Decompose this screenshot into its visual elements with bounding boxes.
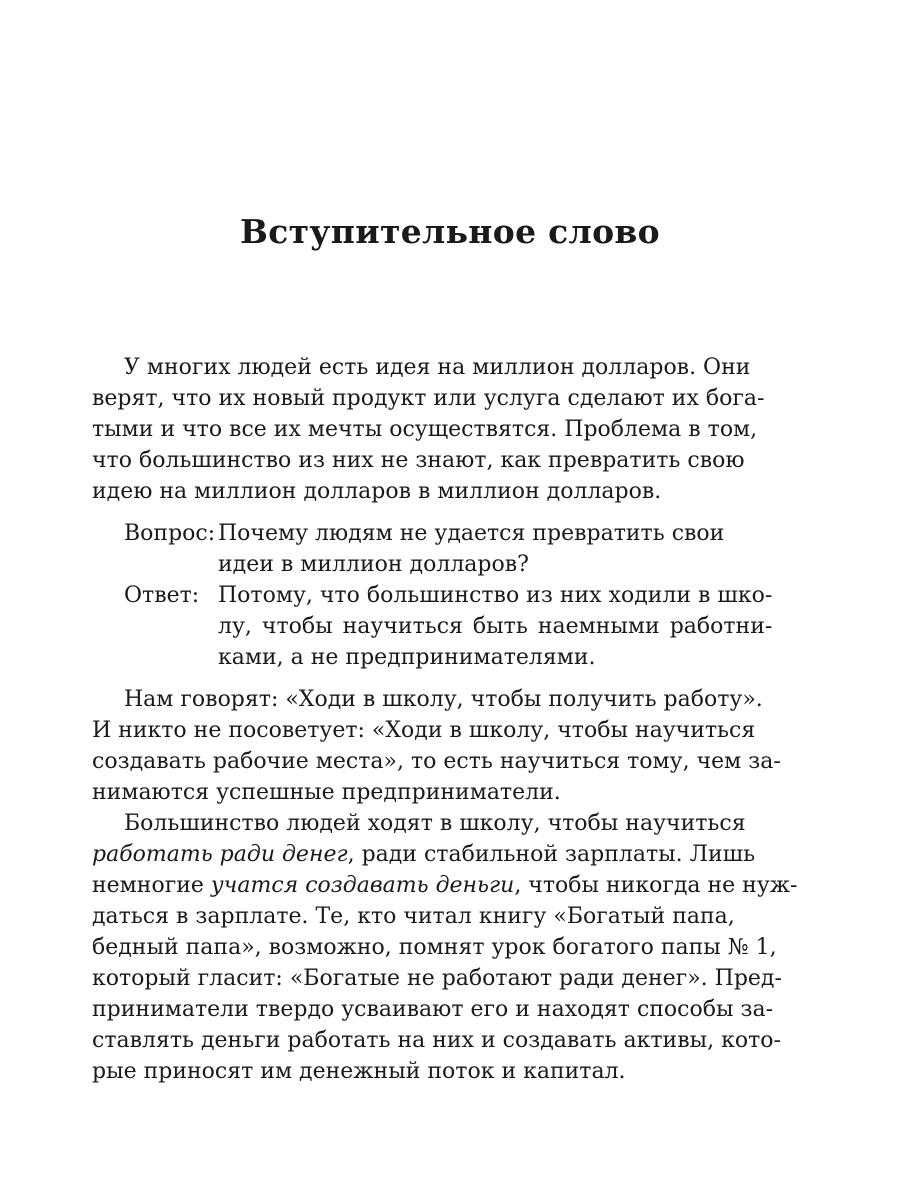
text-line: который гласит: «Богатые не работают ради денег». Пред- (92, 966, 782, 991)
text-line: ставлять деньги работать на них и создавать активы, кото- (92, 1028, 781, 1053)
answer-label: Ответ: (124, 583, 200, 608)
text-line: бедный папа», возможно, помнят урок богатого папы № 1, (92, 935, 777, 960)
question-text (218, 518, 724, 580)
text-line: И никто не посоветует: «Ходи в школу, чтобы научиться (92, 718, 756, 743)
text-line: У многих людей есть идея на миллион долларов. Они (124, 355, 751, 380)
italic-phrase: учатся создавать деньги (210, 873, 515, 898)
text-line: лу, чтобы научиться быть наемными работни- (218, 614, 773, 639)
text-fragment: , чтобы никогда не нуж- (514, 873, 798, 898)
text-line: Нам говорят: «Ходи в школу, чтобы получить работу». (124, 687, 763, 712)
text-fragment: немногие (92, 873, 211, 898)
text-line: создавать рабочие места», то есть научиться тому, чем за- (92, 749, 781, 774)
text-line: идеи в миллион долларов? (218, 552, 529, 577)
text-line: верят, что их новый продукт или услуга сделают их бога- (92, 386, 765, 411)
italic-phrase: работать ради денег (92, 842, 348, 867)
text-fragment: , ради стабильной зарплаты. Лишь (347, 842, 756, 867)
text-line: Большинство людей ходят в школу, чтобы научиться (124, 811, 746, 836)
text-line: рые приносят им денежный поток и капитал. (92, 1059, 626, 1084)
answer-text (218, 580, 772, 673)
text-line: нимаются успешные предприниматели. (92, 780, 561, 805)
question-answer-block (92, 518, 773, 673)
text-line: Потому, что большинство из них ходили в шко- (218, 583, 773, 608)
question-label: Вопрос: (124, 521, 216, 546)
chapter-title: Вступительное слово (240, 212, 660, 251)
text-line: тыми и что все их мечты осуществятся. Проблема в том, (92, 417, 758, 442)
text-line: идею на миллион долларов в миллион долларов. (92, 479, 662, 504)
text-line: приниматели твердо усваивают его и находят способы за- (92, 997, 774, 1022)
text-line (92, 839, 756, 870)
text-line: даться в зарплате. Те, кто читал книгу «Богатый папа, (92, 904, 735, 929)
question-row (92, 518, 725, 580)
intro-paragraph (92, 352, 765, 507)
text-line (92, 870, 798, 901)
text-line: что большинство из них не знают, как превратить свою (92, 448, 745, 473)
body-paragraphs (92, 684, 798, 1087)
text-line: Почему людям не удается превратить свои (218, 521, 725, 546)
answer-row (92, 580, 773, 673)
text-line: ками, а не предпринимателями. (218, 645, 596, 670)
